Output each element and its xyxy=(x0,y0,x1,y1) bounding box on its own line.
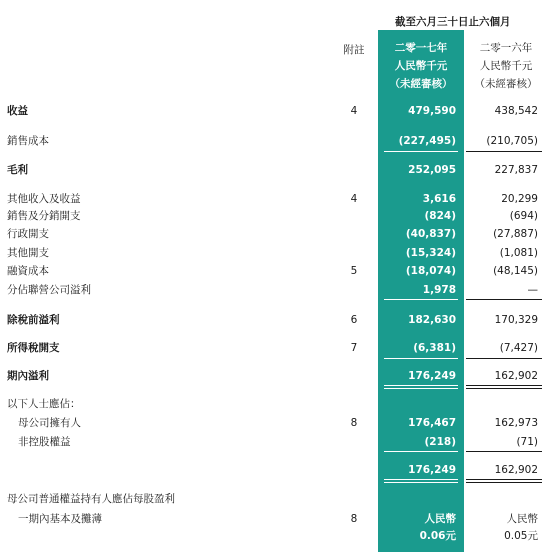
row-label-profit-for-period: 期內溢利 xyxy=(7,370,49,382)
row-note-other-income: 4 xyxy=(350,193,358,205)
row-label-finance-costs: 融資成本 xyxy=(7,265,49,277)
header-2016-year: 二零一六年 xyxy=(479,42,533,54)
row-note-eps: 8 xyxy=(350,513,358,525)
row-label-revenue: 收益 xyxy=(7,105,28,117)
row-2017-admin-expenses: (40,837) xyxy=(405,228,456,240)
row-2017-other-income: 3,616 xyxy=(422,193,456,205)
row-label-eps-heading: 母公司普通權益持有人應佔每股盈利 xyxy=(7,493,175,505)
total-double-rule xyxy=(466,385,542,389)
row-2017-eps-value: 0.06元 xyxy=(419,530,456,542)
row-2016-eps-currency: 人民幣 xyxy=(506,513,538,525)
row-2016-admin-expenses: (27,887) xyxy=(493,228,538,240)
header-2016-audit: （未經審核） xyxy=(474,78,538,90)
row-2016-attributable-total: 162,902 xyxy=(494,464,538,476)
row-2016-share-of-associate: — xyxy=(527,284,538,296)
row-2017-finance-costs: (18,074) xyxy=(405,265,456,277)
row-2017-owners-of-parent: 176,467 xyxy=(408,417,456,429)
row-2016-owners-of-parent: 162,973 xyxy=(494,417,538,429)
row-2017-gross-profit: 252,095 xyxy=(408,164,456,176)
subtotal-rule xyxy=(466,358,542,359)
header-2016-unit: 人民幣千元 xyxy=(479,60,533,72)
row-2017-other-expenses: (15,324) xyxy=(405,247,456,259)
row-label-other-income: 其他收入及收益 xyxy=(7,193,81,205)
row-2017-profit-for-period: 176,249 xyxy=(408,370,456,382)
subtotal-rule xyxy=(384,451,458,452)
row-label-other-expenses: 其他開支 xyxy=(7,247,49,259)
subtotal-rule xyxy=(466,151,542,152)
row-2016-profit-before-tax: 170,329 xyxy=(494,314,538,326)
row-label-cost-of-sales: 銷售成本 xyxy=(7,135,49,147)
row-label-admin-expenses: 行政開支 xyxy=(7,228,49,240)
row-2016-revenue: 438,542 xyxy=(494,105,538,117)
row-2016-other-expenses: (1,081) xyxy=(499,247,538,259)
note-column-header: 附註 xyxy=(343,44,365,56)
subtotal-rule xyxy=(466,299,542,300)
row-label-attributable-to: 以下人士應佔： xyxy=(7,398,81,410)
row-label-owners-of-parent: 母公司擁有人 xyxy=(18,417,81,429)
subtotal-rule xyxy=(384,299,458,300)
row-2017-income-tax: (6,381) xyxy=(413,342,456,354)
row-note-finance-costs: 5 xyxy=(350,265,358,277)
header-2017-audit: （未經審核） xyxy=(389,78,453,90)
row-2017-profit-before-tax: 182,630 xyxy=(408,314,456,326)
row-note-income-tax: 7 xyxy=(350,342,358,354)
row-note-revenue: 4 xyxy=(350,105,358,117)
row-2016-finance-costs: (48,145) xyxy=(493,265,538,277)
subtotal-rule xyxy=(466,451,542,452)
row-2016-profit-for-period: 162,902 xyxy=(494,370,538,382)
row-2017-selling-expenses: (824) xyxy=(424,210,456,222)
row-label-gross-profit: 毛利 xyxy=(7,164,28,176)
row-2017-eps-currency: 人民幣 xyxy=(424,513,456,525)
row-note-profit-before-tax: 6 xyxy=(350,314,358,326)
row-2016-other-income: 20,299 xyxy=(501,193,538,205)
row-2016-gross-profit: 227,837 xyxy=(494,164,538,176)
row-2016-eps-value: 0.05元 xyxy=(504,530,538,542)
row-label-eps-basic-diluted: 一期內基本及攤薄 xyxy=(18,513,102,525)
total-double-rule xyxy=(384,479,458,483)
row-2017-cost-of-sales: (227,495) xyxy=(398,135,456,147)
row-label-share-of-associate: 分佔聯營公司溢利 xyxy=(7,284,91,296)
row-2016-selling-expenses: (694) xyxy=(509,210,538,222)
row-2017-non-controlling: (218) xyxy=(424,436,456,448)
row-label-non-controlling: 非控股權益 xyxy=(18,436,71,448)
row-2016-non-controlling: (71) xyxy=(516,436,538,448)
row-label-selling-expenses: 銷售及分銷開支 xyxy=(7,210,81,222)
total-double-rule xyxy=(384,385,458,389)
row-2017-share-of-associate: 1,978 xyxy=(422,284,456,296)
subtotal-rule xyxy=(384,151,458,152)
header-2017-unit: 人民幣千元 xyxy=(394,60,448,72)
total-double-rule xyxy=(466,479,542,483)
header-2017-year: 二零一七年 xyxy=(394,42,448,54)
row-label-profit-before-tax: 除稅前溢利 xyxy=(7,314,60,326)
subtotal-rule xyxy=(384,358,458,359)
row-2017-revenue: 479,590 xyxy=(408,105,456,117)
row-label-income-tax: 所得稅開支 xyxy=(7,342,60,354)
row-note-owners-of-parent: 8 xyxy=(350,417,358,429)
row-2016-income-tax: (7,427) xyxy=(499,342,538,354)
row-2017-attributable-total: 176,249 xyxy=(408,464,456,476)
period-title: 截至六月三十日止六個月 xyxy=(395,16,511,28)
row-2016-cost-of-sales: (210,705) xyxy=(486,135,538,147)
